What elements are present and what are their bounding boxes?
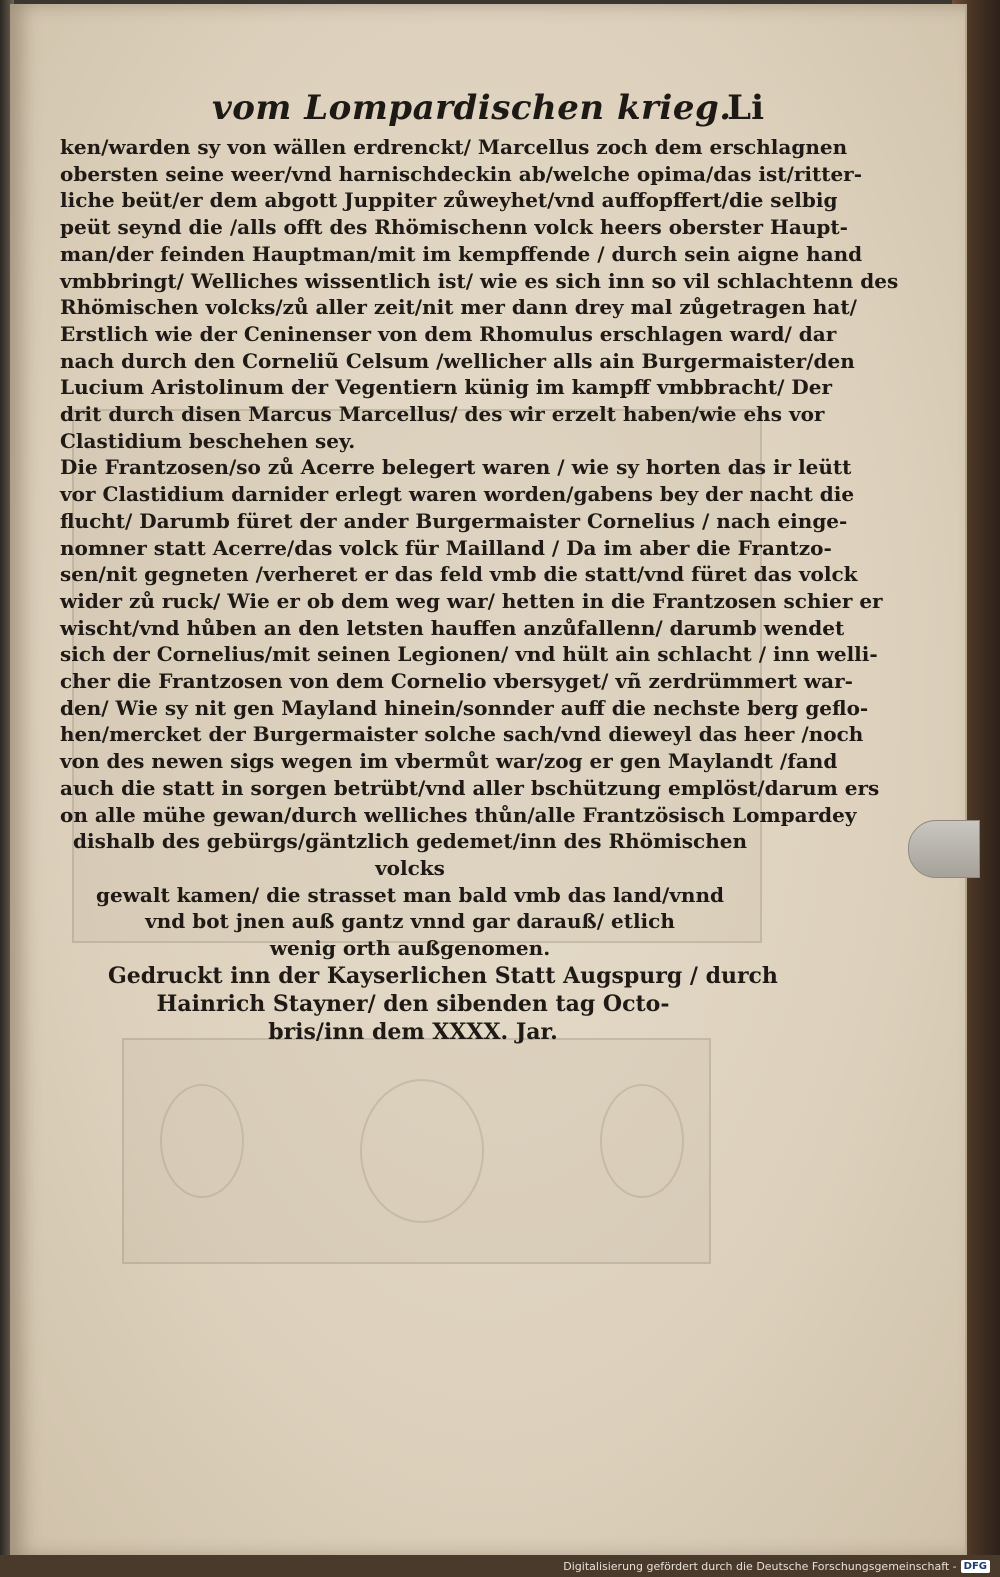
text-line: wenig orth außgenomen.	[269, 936, 551, 961]
text-line: wischt/vnd hůben an den letsten hauffen anzůfallenn/ darumb wendet	[60, 615, 845, 640]
text-line: on alle mühe gewan/durch welliches thůn/alle Frantzösisch Lompardey	[60, 802, 857, 827]
text-line: liche beüt/er dem abgott Juppiter zůweyhet/vnd auffopffert/die selbig	[60, 188, 838, 213]
running-title: vom Lompardischen krieg.	[212, 88, 732, 128]
colophon-line: Gedruckt inn der Kayserlichen Statt Augspurg / durch	[108, 963, 778, 989]
text-line: obersten seine weer/vnd harnischdeckin ab/welche opima/das ist/ritter-	[60, 161, 863, 186]
digitization-credit	[563, 1557, 990, 1575]
text-line: Erstlich wie der Ceninenser von dem Rhomulus erschlagen ward/ dar	[60, 321, 837, 346]
ghost-medallion	[360, 1079, 484, 1223]
ghost-medallion	[160, 1084, 244, 1198]
dfg-logo: DFG	[961, 1560, 990, 1573]
text-line: vor Clastidium darnider erlegt waren worden/gabens bey der nacht die	[60, 482, 855, 507]
colophon-line: Hainrich Stayner/ den sibenden tag Octo-	[156, 991, 670, 1017]
text-line: den/ Wie sy nit gen Mayland hinein/sonnder auff die nechste berg geflo-	[60, 695, 869, 720]
text-line: man/der feinden Hauptman/mit im kempffende / durch sein aigne hand	[60, 241, 863, 266]
text-line: peüt seynd die /alls offt des Rhömischenn volck heers oberster Haupt-	[60, 215, 848, 240]
colophon-line: bris/inn dem XXXX. Jar.	[268, 1019, 558, 1045]
text-line: drit durch disen Marcus Marcellus/ des wir erzelt haben/wie ehs vor	[60, 402, 825, 427]
text-line: flucht/ Darumb füret der ander Burgermaister Cornelius / nach einge-	[60, 508, 848, 533]
text-line: von des newen sigs wegen im vbermůt war/zog er gen Maylandt /fand	[60, 749, 838, 774]
text-line: hen/mercket der Burgermaister solche sach/vnd dieweyl das heer /noch	[60, 722, 864, 747]
text-line: Lucium Aristolinum der Vegentiern künig im kampff vmbbracht/ Der	[60, 375, 833, 400]
text-line: Clastidium beschehen sey.	[60, 428, 356, 453]
text-line: dishalb des gebürgs/gäntzlich gedemet/inn des Rhömischen volcks	[72, 829, 748, 880]
text-line: Rhömischen volcks/zů aller zeit/nit mer dann drey mal zůgetragen hat/	[60, 295, 857, 320]
text-line: auch die statt in sorgen betrübt/vnd aller bschützung emplöst/darum ers	[60, 775, 880, 800]
text-line: wider zů ruck/ Wie er ob dem weg war/ hetten in die Frantzosen schier er	[60, 588, 883, 613]
text-line: sen/nit gegneten /verheret er das feld vmb die statt/vnd füret das volck	[60, 562, 858, 587]
ghost-medallion	[600, 1084, 684, 1198]
text-line: sich der Cornelius/mit seinen Legionen/ vnd hült ain schlacht / inn welli-	[60, 642, 878, 667]
text-line: nach durch den Corneliũ Celsum /wellicher alls ain Burgermaister/den	[60, 348, 855, 373]
page-header	[212, 88, 764, 128]
credit-text: Digitalisierung gefördert durch die Deutsche Forschungsgemeinschaft -	[563, 1559, 957, 1573]
text-line: Die Frantzosen/so zů Acerre belegert waren / wie sy horten das ir leütt	[60, 455, 852, 480]
colophon	[108, 962, 778, 1046]
text-line: vnd bot jnen auß gantz vnnd gar darauß/ etlich	[145, 909, 675, 934]
text-line: nomner statt Acerre/das volck für Mailland / Da im aber die Frantzo-	[60, 535, 832, 560]
folio-number: Li	[727, 88, 764, 128]
text-line: gewalt kamen/ die strasset man bald vmb das land/vnnd	[96, 882, 724, 907]
text-line: vmbbringt/ Welliches wissentlich ist/ wie es sich inn so vil schlachtenn des	[60, 268, 899, 293]
body-text	[60, 134, 899, 962]
page-clip	[908, 820, 980, 878]
text-line: ken/warden sy von wällen erdrenckt/ Marcellus zoch dem erschlagnen	[60, 135, 848, 159]
text-line: cher die Frantzosen von dem Cornelio vbersyget/ vñ zerdrümmert war-	[60, 669, 853, 694]
